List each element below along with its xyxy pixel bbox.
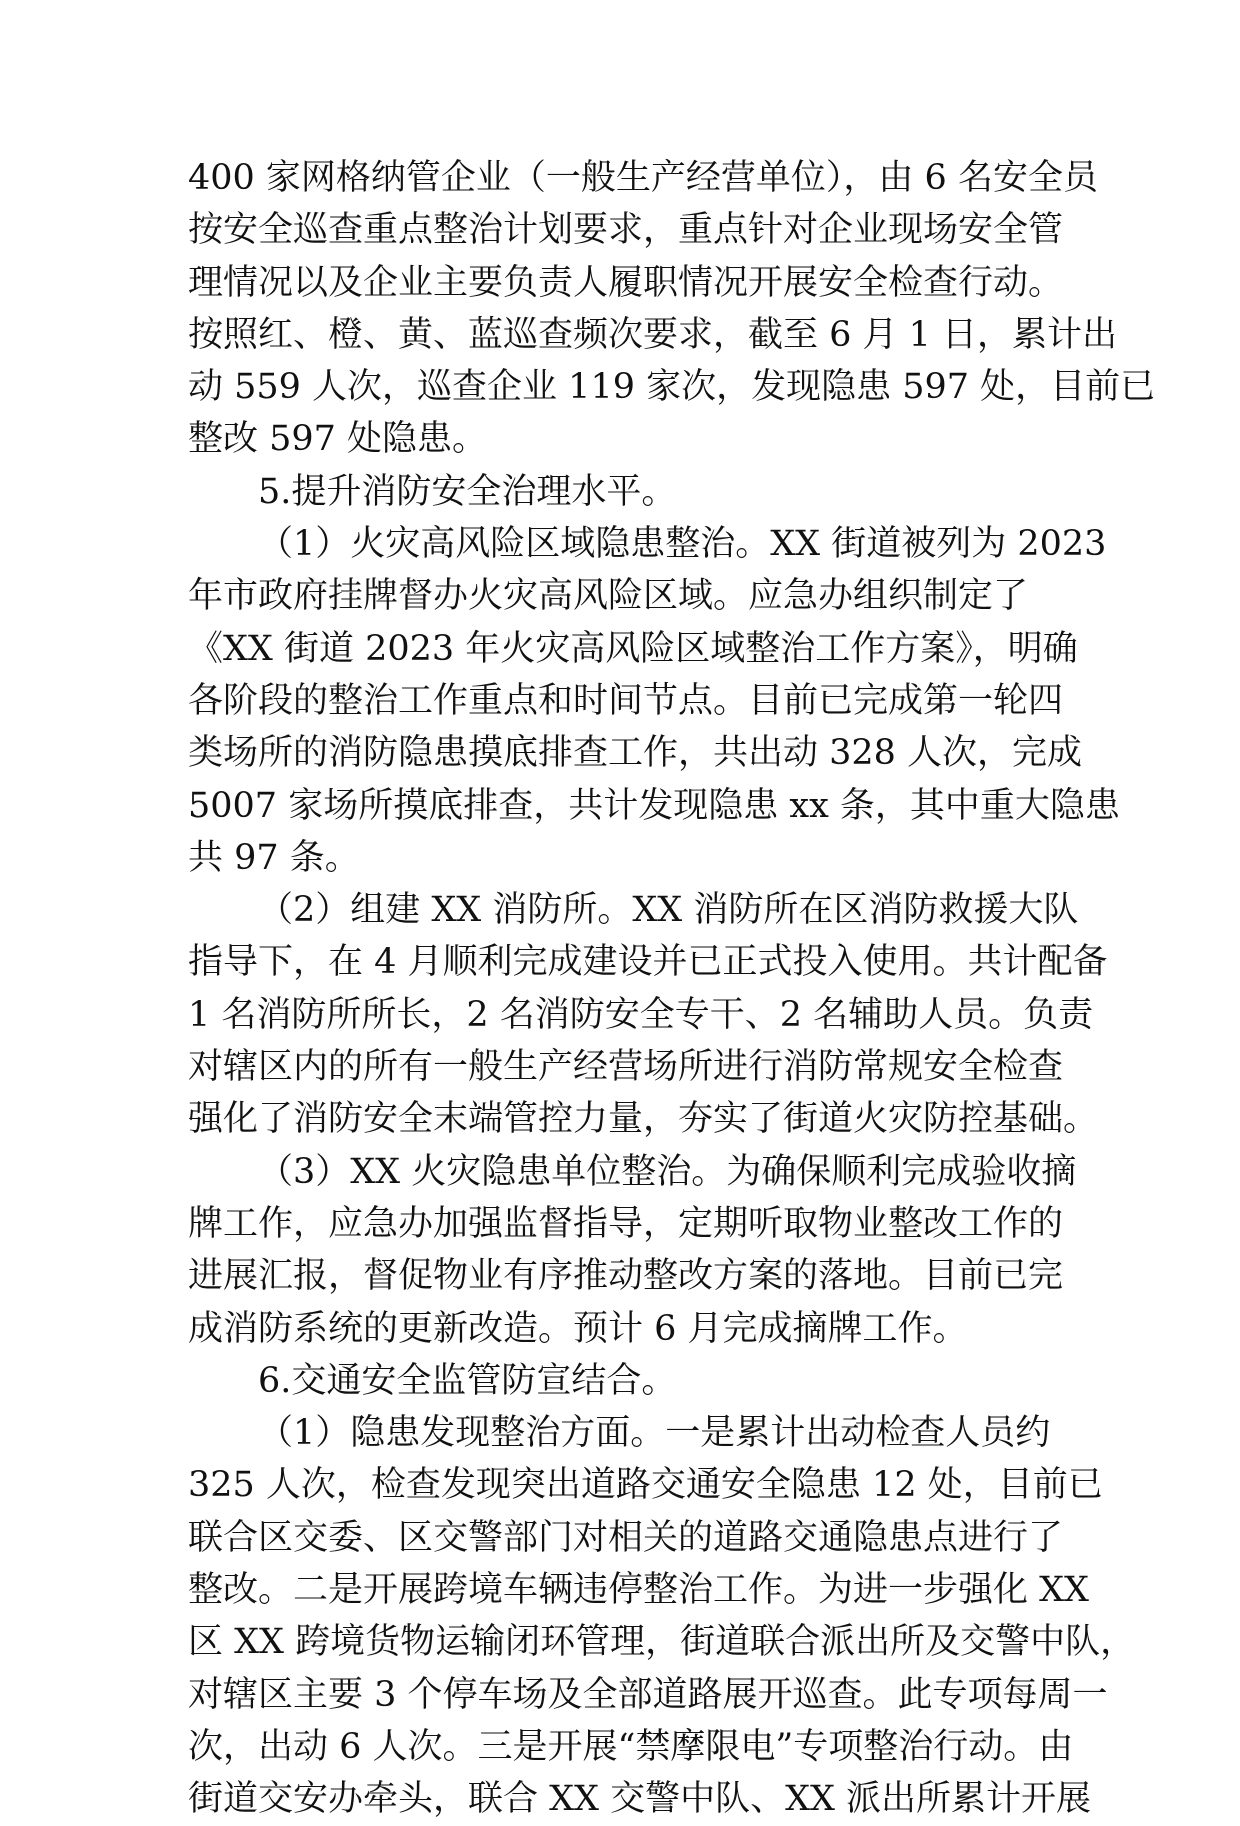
text-line: 325 人次，检查发现突出道路交通安全隐患 12 处，目前已 [188,1465,1103,1506]
section-heading: 6.交通安全监管防宣结合。 [258,1360,677,1401]
text-line: 理情况以及企业主要负责人履职情况开展安全检查行动。 [188,262,1064,303]
text-line: 400 家网格纳管企业（一般生产经营单位），由 6 名安全员 [188,158,1098,198]
text-line: 按安全巡查重点整治计划要求，重点针对企业现场安全管 [188,210,1064,251]
text-line: 整改。二是开展跨境车辆违停整治工作。为进一步强化 XX [188,1570,1089,1611]
text-line: 《XX 街道 2023 年火灾高风险区域整治工作方案》，明确 [188,628,1078,669]
text-line: 联合区交委、区交警部门对相关的道路交通隐患点进行了 [188,1517,1064,1558]
text-line: 街道交安办牵头，联合 XX 交警中队、XX 派出所累计开展 [188,1779,1092,1820]
text-line: 对辖区主要 3 个停车场及全部道路展开巡查。此专项每周一 [188,1674,1108,1715]
paragraph-start-line: （1）火灾高风险区域隐患整治。XX 街道被列为 2023 [258,524,1107,565]
document-body [188,152,1156,1826]
text-line: 成消防系统的更新改造。预计 6 月完成摘牌工作。 [188,1308,968,1349]
text-line: 强化了消防安全末端管控力量，夯实了街道火灾防控基础。 [188,1099,1099,1140]
text-line: 5007 家场所摸底排查，共计发现隐患 xx 条，其中重大隐患 [188,785,1120,826]
text-line: 各阶段的整治工作重点和时间节点。目前已完成第一轮四 [188,680,1064,721]
text-line: 指导下，在 4 月顺利完成建设并已正式投入使用。共计配备 [188,942,1108,983]
text-line: 类场所的消防隐患摸底排查工作，共出动 328 人次，完成 [188,733,1083,774]
text-line: 共 97 条。 [188,837,360,878]
text-line: 动 559 人次，巡查企业 119 家次，发现隐患 597 处，目前已 [188,367,1156,408]
text-line: 按照红、橙、黄、蓝巡查频次要求，截至 6 月 1 日，累计出 [188,314,1118,355]
text-line: 年市政府挂牌督办火灾高风险区域。应急办组织制定了 [188,576,1029,617]
paragraph-start-line: （2）组建 XX 消防所。XX 消防所在区消防救援大队 [258,890,1079,931]
text-line: 1 名消防所所长，2 名消防安全专干、2 名辅助人员。负责 [188,994,1094,1035]
text-line: 牌工作，应急办加强监督指导，定期听取物业整改工作的 [188,1203,1064,1244]
text-line: 次，出动 6 人次。三是开展“禁摩限电”专项整治行动。由 [188,1726,1074,1767]
text-line: 整改 597 处隐患。 [188,419,488,460]
text-line: 区 XX 跨境货物运输闭环管理，街道联合派出所及交警中队， [188,1622,1136,1663]
text-line: 进展汇报，督促物业有序推动整改方案的落地。目前已完 [188,1256,1064,1297]
paragraph-start-line: （3）XX 火灾隐患单位整治。为确保顺利完成验收摘 [258,1151,1077,1192]
paragraph-start-line: （1）隐患发现整治方面。一是累计出动检查人员约 [258,1413,1051,1454]
text-line: 对辖区内的所有一般生产经营场所进行消防常规安全检查 [188,1047,1064,1088]
section-heading: 5.提升消防安全治理水平。 [258,471,677,512]
